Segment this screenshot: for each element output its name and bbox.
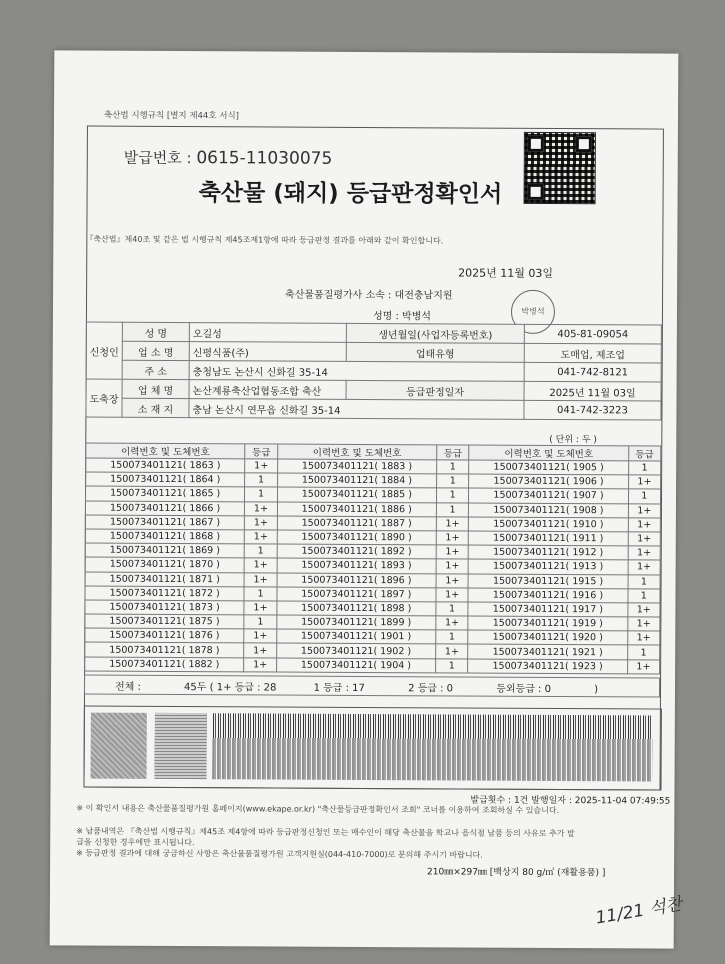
grade-cell: 1 [628, 489, 660, 503]
name-label: 성 명 [122, 322, 189, 341]
grade-table [84, 443, 661, 675]
trace-number-cell: 150073401121( 1899 ) [276, 615, 435, 630]
trace-number-cell: 150073401121( 1913 ) [468, 559, 627, 574]
summary-close: ) [594, 683, 599, 695]
document-title: 축산물 (돼지) 등급판정확인서 [198, 180, 503, 208]
note-3: ※ 등급판정 결과에 대해 궁금하신 사항은 축산물품질평가원 고객지원실(044-410-7000)로 문의해 주시기 바랍니다. [76, 848, 483, 860]
appraiser-affiliation: 축산물품질평가사 소속 : 대전충남지원 [285, 289, 453, 302]
grade-header-cell: 이력번호 및 도체번호 [277, 444, 436, 460]
judgment-date-label: 등급판정일자 [346, 380, 524, 400]
grade-cell: 1 [436, 602, 468, 616]
note-2: ※ 납품내역은 『축산법 시행규칙』제45조 제4항에 따라 등급판정신청인 또는 매수인이 해당 축산물을 학교나 음식점 납품 등의 사유로 추가 발급을 신청한 경우에만 표시됩니다. [76, 826, 575, 848]
issue-number-label: 발급번호 : [123, 148, 192, 168]
barcode-area [83, 706, 661, 791]
grade-cell: 1 [436, 659, 468, 673]
official-stamp: 박병석 [511, 290, 555, 334]
trace-number-cell: 150073401121( 1908 ) [469, 503, 628, 518]
grade-cell: 1 [436, 488, 468, 502]
applicant-side-label: 신청인 [86, 322, 122, 379]
grade-cell: 1+ [627, 617, 659, 631]
grade-cell: 1 [628, 461, 660, 475]
grade-cell: 1+ [628, 560, 660, 574]
grade-header-cell: 등급 [437, 445, 469, 460]
trace-number-cell: 150073401121( 1882 ) [85, 657, 244, 672]
business-type: 도매업, 제조업 [524, 343, 661, 363]
trace-number-cell: 150073401121( 1890 ) [277, 530, 436, 545]
grade-cell: 1+ [244, 572, 276, 586]
grade-cell: 1+ [436, 588, 468, 602]
trace-number-cell: 150073401121( 1866 ) [85, 501, 244, 516]
trace-number-cell: 150073401121( 1878 ) [85, 642, 244, 657]
qr-code [524, 132, 596, 204]
form-number: 축산법 시행규칙 [별지 제44호 서식] [103, 110, 240, 122]
type-label: 업태유형 [346, 342, 524, 362]
grade-cell: 1+ [245, 516, 277, 530]
trace-number-cell: 150073401121( 1923 ) [468, 659, 627, 674]
grade-cell: 1+ [245, 530, 277, 544]
grade-cell: 1 [245, 544, 277, 558]
grade-cell: 1+ [436, 517, 468, 531]
grade-cell: 1+ [436, 559, 468, 573]
intro-text: 『축산법』제40조 및 같은 법 시행규칙 제45조제1항에 따라 등급판정 결과를 아래와 같이 확인합니다. [85, 234, 444, 246]
trace-number-cell: 150073401121( 1886 ) [277, 502, 436, 517]
paper-spec: 210㎜×297㎜ [백상지 80 g/㎡ (재활용품) ] [427, 867, 606, 879]
grade-cell: 1+ [627, 660, 659, 674]
trace-number-cell: 150073401121( 1897 ) [277, 587, 436, 602]
grade-cell: 1 [627, 645, 659, 659]
trace-number-cell: 150073401121( 1872 ) [85, 586, 244, 601]
grade-cell: 1 [628, 589, 660, 603]
grade-cell: 1 [244, 615, 276, 629]
grade-header-cell: 등급 [245, 444, 277, 459]
trace-number-cell: 150073401121( 1885 ) [277, 487, 436, 502]
grade-cell: 1 [437, 460, 469, 474]
trace-number-cell: 150073401121( 1906 ) [469, 474, 628, 489]
company-location: 충남 논산시 연무읍 신화길 35-14 [189, 399, 524, 420]
grade-cell: 1+ [244, 629, 276, 643]
grade-cell: 1 [436, 630, 468, 644]
certificate-paper [50, 50, 684, 948]
trace-number-cell: 150073401121( 1915 ) [468, 574, 627, 589]
company-phone: 041-742-3223 [524, 400, 661, 420]
trace-number-cell: 150073401121( 1910 ) [469, 517, 628, 532]
business-label: 업 소 명 [122, 341, 189, 360]
trace-number-cell: 150073401121( 1863 ) [86, 458, 245, 473]
grade-cell: 1+ [628, 518, 660, 532]
summary-table [84, 675, 660, 698]
business-name: 신평식품(주) [189, 342, 346, 362]
trace-number-cell: 150073401121( 1912 ) [469, 545, 628, 560]
grade-cell: 1+ [436, 545, 468, 559]
trace-number-cell: 150073401121( 1883 ) [277, 459, 436, 474]
barcode-block-1 [91, 713, 147, 779]
issue-date: 2025년 11월 03일 [458, 266, 554, 280]
address-label: 주 소 [122, 360, 189, 379]
grade-cell: 1+ [245, 501, 277, 515]
trace-number-cell: 150073401121( 1892 ) [277, 544, 436, 559]
grade-cell: 1+ [628, 603, 660, 617]
grade-cell: 1 [245, 473, 277, 487]
grade-cell: 1+ [436, 616, 468, 630]
info-table [85, 322, 661, 421]
trace-number-cell: 150073401121( 1902 ) [276, 643, 435, 658]
summary-grade1: 1 등급 : 17 [313, 682, 365, 694]
trace-number-cell: 150073401121( 1865 ) [85, 486, 244, 501]
trace-number-cell: 150073401121( 1916 ) [468, 588, 627, 603]
trace-number-cell: 150073401121( 1898 ) [277, 601, 436, 616]
summary-row [84, 675, 659, 697]
trace-number-cell: 150073401121( 1875 ) [85, 614, 244, 629]
appraiser-name: 성명 : 박병석 [372, 311, 432, 323]
issue-number [124, 147, 333, 169]
trace-number-cell: 150073401121( 1921 ) [468, 644, 627, 659]
grade-cell: 1+ [628, 532, 660, 546]
grade-cell: 1 [437, 474, 469, 488]
grade-cell: 1+ [244, 601, 276, 615]
location-label: 소 재 지 [122, 398, 189, 417]
unit-label: ( 단위 : 두 ) [549, 434, 597, 446]
trace-number-cell: 150073401121( 1864 ) [86, 472, 245, 487]
trace-number-cell: 150073401121( 1871 ) [85, 572, 244, 587]
grade-cell: 1+ [628, 546, 660, 560]
trace-number-cell: 150073401121( 1911 ) [469, 531, 628, 546]
applicant-phone: 041-742-8121 [524, 362, 661, 382]
trace-number-cell: 150073401121( 1884 ) [277, 473, 436, 488]
grade-cell: 1+ [436, 531, 468, 545]
trace-number-cell: 150073401121( 1873 ) [85, 600, 244, 615]
trace-number-cell: 150073401121( 1869 ) [85, 543, 244, 558]
barcode-block-3 [213, 713, 653, 781]
table-row [85, 657, 660, 674]
grade-cell: 1+ [245, 459, 277, 473]
grade-cell: 1+ [436, 573, 468, 587]
summary-total-label: 전체 : [114, 681, 141, 693]
grade-cell: 1+ [244, 643, 276, 657]
issue-count: 발급횟수 : 1건 발행일자 : 2025-11-04 07:49:55 [470, 795, 671, 807]
applicant-address: 충청남도 논산시 신화길 35-14 [189, 361, 524, 382]
trace-number-cell: 150073401121( 1917 ) [468, 602, 627, 617]
trace-number-cell: 150073401121( 1887 ) [277, 516, 436, 531]
birth-label: 생년월일(사업자등록번호) [346, 323, 524, 343]
grade-cell: 1 [244, 587, 276, 601]
trace-number-cell: 150073401121( 1907 ) [469, 488, 628, 503]
summary-total: 45두 ( 1+ 등급 : 28 [184, 681, 277, 694]
grade-cell: 1+ [244, 657, 276, 671]
summary-grade2: 2 등급 : 0 [408, 682, 454, 694]
handwritten-note: 11/21 석찬 [594, 894, 684, 929]
grade-cell: 1+ [628, 503, 660, 517]
grade-cell: 1+ [436, 644, 468, 658]
trace-number-cell: 150073401121( 1904 ) [276, 658, 435, 673]
issue-number-value: 0615-11030075 [196, 148, 333, 169]
grade-cell: 1 [628, 574, 660, 588]
applicant-name: 오길성 [189, 323, 346, 343]
trace-number-cell: 150073401121( 1896 ) [277, 573, 436, 588]
company-name: 논산계룡축산업협동조합 축산 [189, 380, 346, 400]
trace-number-cell: 150073401121( 1920 ) [468, 630, 627, 645]
summary-outside: 등외등급 : 0 [496, 683, 552, 695]
grade-cell: 1+ [628, 475, 660, 489]
trace-number-cell: 150073401121( 1919 ) [468, 616, 627, 631]
grade-cell: 1 [245, 487, 277, 501]
trace-number-cell: 150073401121( 1868 ) [85, 529, 244, 544]
grade-header-cell: 이력번호 및 도체번호 [469, 445, 628, 461]
note-1: ※ 이 확인서 내용은 축산물품질평가원 홈페이지(www.ekape.or.kr) "축산물등급판정확인서 조회" 코너를 이용하여 조회하실 수 있습니다. [76, 803, 560, 816]
trace-number-cell: 150073401121( 1905 ) [469, 460, 628, 475]
grade-cell: 1+ [627, 631, 659, 645]
judgment-date: 2025년 11월 03일 [524, 381, 661, 401]
grade-cell: 1+ [244, 558, 276, 572]
barcode-block-2 [155, 713, 207, 779]
grade-header-cell: 이력번호 및 도체번호 [86, 443, 245, 459]
trace-number-cell: 150073401121( 1901 ) [276, 629, 435, 644]
grade-header-cell: 등급 [628, 446, 660, 461]
grade-cell: 1 [436, 502, 468, 516]
trace-number-cell: 150073401121( 1870 ) [85, 557, 244, 572]
birth-value: 405-81-09054 [524, 324, 661, 344]
trace-number-cell: 150073401121( 1893 ) [277, 558, 436, 573]
trace-number-cell: 150073401121( 1867 ) [85, 515, 244, 530]
company-label: 업 체 명 [122, 379, 189, 398]
slaughterhouse-side-label: 도축장 [86, 379, 122, 417]
trace-number-cell: 150073401121( 1876 ) [85, 628, 244, 643]
